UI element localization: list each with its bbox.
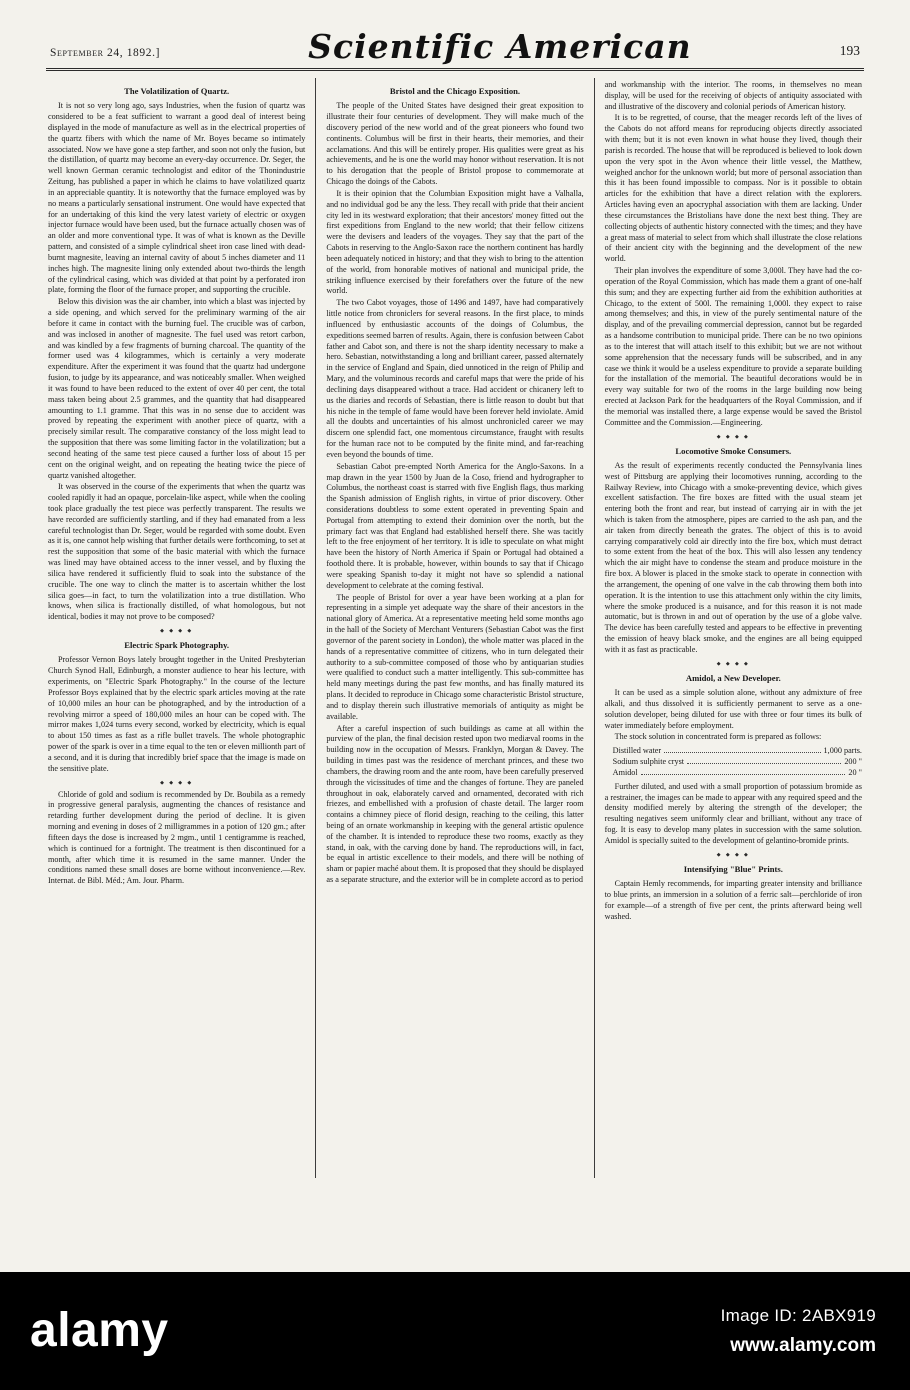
page-header <box>46 27 864 71</box>
article-paragraph: The people of the United States have designed their great exposition to illustrate their four centuries of development. They will make much of the discovery period of the new world and of the great pioneers who found two continents. Columbus will be first in their hearts, their memories, and their acclamations. And this will be entirely proper. His qualities were great as his achievements, and he is one the world may honor without reservation. It is not to his derogation that the people of Bristol propose to commemorate at Chicago the doings of the Cabots. <box>326 101 584 187</box>
recipe-row <box>613 768 862 779</box>
article-paragraph: It was observed in the course of the experiments that when the quartz was cooled rapidly it had an opaque, porcelain-like aspect, while when the cooling took place gradually the test piece was perfectly transparent. The results we have recorded are sufficiently startling, and if they had emanated from a less careful technologist than Dr. Seger, would be regarded with some doubt. Even as it is, one cannot help wishing that further details were forthcoming, to set at rest the supposition that some of the basic material with which the furnace was lined may have obtained access to the inner vessel, and by fluxing the silica have rendered it sufficiently fluid to soak into the substance of the crucible. The one way to clinch the matter is to ascertain whither the lost silica goes—in fact, to turn the volatilization into a true distillation. Who knows, when silica is fractionally distilled, of what homologous, but not identical, bodies it may not prove to be composed? <box>48 482 306 622</box>
recipe-row <box>613 746 862 757</box>
ornament-divider-icon <box>605 853 862 858</box>
dotted-leader <box>687 763 841 764</box>
image-id-label: Image ID: 2ABX919 <box>720 1305 876 1325</box>
article-paragraph: The stock solution in concentrated form is prepared as follows: <box>614 732 822 742</box>
column-3 <box>594 78 864 1178</box>
article-paragraph: Professor Vernon Boys lately brought together in the United Presbyterian Church Synod Hall, Edinburgh, a monster audience to hear his lecture, with experiments, on "Electric Spark Photography." In the course of the lecture Professor Boys explained that by the electric spark articles moving at the rate of 10,000 miles an hour can be photographed, and by the introduction of a revolving mirror a speed of 180,000 miles an hour can be coped with. The mirror makes 1,024 turns every second, worked by electricity, which is equal to about 150 times as fast as a rifle bullet travels. The whole photographic power of the spark is over in a time equal to the ten or eleven millionth part of a second, and it is during that incredibly brief space that the image is made on the sensitive plate. <box>48 655 306 773</box>
article-paragraph: After a careful inspection of such buildings as came at all within the purview of the plan, the final decision rested upon two mediæval rooms in the building now in the occupation of Messrs. Franklyn, Morgan & Davey. The building in times past was the residence of merchant princes, and these two chambers, the drawing room and the ante room, have been carefully preserved through the vicissitudes of time and the changes of fortune. They are paneled throughout in oak, elaborately carved and ornamented, decorated with rich friezes, and embellished with a profusion of chaste detail. The larger room contains a chimney piece of florid design, reaching to the ceiling, this latter being of an ornate workmanship in keeping with the general artistic opulence of the chamber. It is intended to reproduce these two rooms, exactly as they stand, in oak, with the carving done by hand. The reproductions will, in fact, be equal in artistic excellence to their models, and there will be nothing of sham or papier maché about them. It is proposed that they should be displayed as a separate structure, and the exterior will be in complete accord as to period <box>326 723 584 885</box>
article-paragraph-continuation: and workmanship with the interior. The rooms, in themselves no mean display, will be used for the receiving of objects of antiquity associated with and illustrative of the discovery and colonial periods of American history. <box>604 80 862 111</box>
recipe-amount: 20 " <box>848 767 862 777</box>
article-paragraph: It is not so very long ago, says Industries, when the fusion of quartz was considered to be a feat sufficient to warrant a good deal of interest being displayed in the mode of manufacture as well as in the electrical properties of the quartz fibers with which the name of Mr. Boyes became so intimately associated. Now we have gone a step farther, and soon not only the fusion, but the distillation, of quartz may become an every-day occurrence. Dr. Seger, the well known German ceramic technologist and editor of the Thonindustrie Zeitung, has published a paper in which he claims to have volatilized quartz in an appreciable quantity. It is noteworthy that the furnace employed was by no means a particularly sensational instrument. One would have expected that for an undertaking of this kind the very latest variety of electric or oxygen injector furnace would have been used, but the furnace actually chosen was of an older and more conventional type. It was of what is known as the Deville pattern, and consisted of a simple cylindrical sheet iron case lined with dead-burnt magnesite, leaving an internal cavity of about 5 inches diameter and 11 inches high. The magnesite lining only extended about two-thirds the length of the cylindrical casing, which was divided at that point by a perforated iron plate, forming the floor of the furnace proper, and supporting the crucible. <box>48 101 306 295</box>
article-paragraph: The two Cabot voyages, those of 1496 and 1497, have had comparatively little notice from chroniclers for several reasons. In the first place, to minds influenced by enthusiastic accounts of the doings of Columbus, the expeditions seemed barren of results. Again, there is confusion between Cabot father and Cabot son, and there is not the sharp identity necessary to make a hero. Sebastian, notwithstanding a long and brilliant career, passed alternately in the service of England and Spain, died unnoticed in the reign of Philip and Mary, and the voluminous records and careful maps that were the pride of his declining days disappeared without a trace. Had accident or chicanery left to us the diaries and records of Sebastian, there is little reason to doubt but that his niche in the temple of fame would have been forever held inviolate. Amid all the doubts and uncertainties of his almost unchronicled career we may discern one splendid fact, one momentous circumstance, fraught with results for the human race not to be computed by the finite mind, and far-reaching even beyond the bounds of time. <box>326 298 584 459</box>
article-title-amidol: Amidol, a New Developer. <box>685 672 781 683</box>
page-number: 193 <box>839 43 860 58</box>
article-paragraph: It can be used as a simple solution alone, without any admixture of free alkali, and thus dissolved it is sufficiently permanent to serve as a one-solution developer, being diluted for use with three or four times its bulk of water immediately before employment. <box>604 688 862 730</box>
alamy-footer-bar <box>0 1272 910 1390</box>
article-paragraph: Further diluted, and used with a small proportion of potassium bromide as a restrainer, the images can be made to appear with any required speed and the density modified merely by altering the strength of the developer; the resulting negatives seem uniformly clear and brilliant, without any trace of fog. It is easy to develop many plates in succession with the same solution. Amidol is specially suited to the development of gelantino-bromide prints. <box>604 781 862 845</box>
recipe-amount: 1,000 parts. <box>823 746 862 756</box>
amidol-recipe-table <box>613 746 862 778</box>
recipe-row <box>613 757 862 768</box>
dotted-leader <box>641 774 846 775</box>
recipe-ingredient: Amidol <box>612 767 638 777</box>
article-paragraph: It is to be regretted, of course, that the meager records left of the lives of the Cabots do not afford means for reproducing objects directly associated with them; but it is not even known in what house they lived, though their parish is recorded. The house that will be reproduced is believed to look down upon the very spot in the Avon whence their little vessel, the Matthew, weighed anchor for the unknown world; but more of personal association than this it has been found impossible to compass. Nor is it possible to obtain articles for the exhibition that have a direct relation with the explorers. Articles having even an apocryphal association with them are lacking. Under these circumstances the Bristolians have done the next best thing. They are collecting objects of authentic history connected with the times; and they have a great mass of material to select from which shall illustrate the close relations of their ancient city with the beginning and the development of the new world. <box>604 113 862 264</box>
recipe-amount: 200 " <box>844 757 862 767</box>
article-title-quartz: The Volatilization of Quartz. <box>124 86 230 96</box>
article-paragraph: Sebastian Cabot pre-empted North America for the Anglo-Saxons. In a map drawn in the year 1500 by Juan de la Coso, friend and hydrographer to Columbus, the northeast coast is starred with five English flags, thus marking the Spanish admission of English rights, in virtue of prior discovery. Other considerations doubtless to some extent operated in preventing Spain and Portugal from attempting to extend their dominion over the north, but the primary fact was that England had established herself there. She was tacitly left to the free enjoyment of her territory. It is idle to speculate on what might have been the history of North America if Spain or Portugal had obtained a foothold there. It is probable, however, within bounds to say that if Chicago were speaking Spanish to-day it might not have so splendid a national development to celebrate at the coming festival. <box>326 461 584 590</box>
article-paragraph: As the result of experiments recently conducted the Pennsylvania lines west of Pittsburg are applying their locomotives running, according to the Railway Review, into Chicago with a smoke-preventing device, which gives excellent satisfaction. The fire boxes are fitted with the usual steam jet entering both the front and rear, but instead of carrying air in with the jet which is taken from the atmosphere, pipes are carried to the ash pan, and the air taken from directly beneath the grates. The object of this is to avoid carrying comparatively cold air directly into the fire box, which must detract to some extent from the heat of the box. This will also lessen any tendency which the air might have to condense the steam and produce moisture in the fire box. A blower is placed in the smoke stack to operate in connection with the arrangement, the opening of one valve in the cab throwing them both into operation. It is the intention to use this attachment only within the city limits, where the smoke produced is a nuisance, and for this reason it is not made automatic, but is thrown in and out of operation by the use of a globe valve. The device has been carefully tested and appears to be effective in preventing the emission of heavy black smoke, and the engines are all being equipped with it as fast as practicable. <box>604 460 862 654</box>
ornament-divider-icon <box>48 629 305 634</box>
column-1 <box>46 78 315 1178</box>
page-body <box>46 78 864 1178</box>
issue-date: September 24, 1892.] <box>50 47 161 59</box>
alamy-meta <box>721 1306 876 1357</box>
recipe-ingredient: Distilled water <box>612 746 662 756</box>
ornament-divider-icon <box>605 435 862 440</box>
article-title-blue-prints: Intensifying "Blue" Prints. <box>683 863 783 874</box>
alamy-url: www.alamy.com <box>730 1334 876 1356</box>
article-paragraph: Captain Hemly recommends, for imparting greater intensity and brilliance to blue prints, an immersion in a solution of a ferric salt—perchloride of iron for example—of a strength of five per cent, the prints afterward being well washed. <box>604 879 862 921</box>
alamy-logo: alamy <box>30 1304 169 1357</box>
article-title-bristol: Bristol and the Chicago Exposition. <box>389 86 521 96</box>
recipe-ingredient: Sodium sulphite cryst <box>612 757 685 767</box>
masthead-title: Scientific American <box>308 27 692 66</box>
article-title-spark: Electric Spark Photography. <box>124 640 230 651</box>
article-paragraph: It is their opinion that the Columbian Exposition might have a Valhalla, and no individual god be any the less. They recall with pride that their ancient city led in its westward exploration; that their ancestors' money fitted out the first expeditions from England to the new world; that their fellow citizens were the devisers and leaders of the voyages. They say that the part of the Cabots in reserving to the Anglo-Saxon race the northern continent has hardly been adequately noticed in history; and that they wish to bring to the attention of the world, from honorable motives of national and municipal pride, the striking influence exercised by their forefathers over the future of the new world. <box>326 188 584 296</box>
ornament-divider-icon <box>605 662 862 667</box>
column-2 <box>315 78 593 1178</box>
ornament-divider-icon <box>48 781 305 786</box>
dotted-leader <box>664 752 820 753</box>
article-paragraph: Their plan involves the expenditure of some 3,000l. They have had the co-operation of the Royal Commission, which has made them a grant of one-half this sum; and they are expecting further aid from the exhibition authorities at Chicago, to the extent of 500l. The remaining 1,000l. they expect to raise among themselves; and this, in view of the purely sentimental nature of the display, and of the prevailing commercial depression, cannot but be regarded as a handsome contribution to municipal pride. There can be no two opinions as to the interest that will attach itself to this exhibit; but we are not without some apprehension that the necessary funds will be subscribed, and in any case we think it would be a useless expenditure to provide a separate building for the installation of the memorial. The beautiful decorations would be in every way suitable for two of the rooms in the large building now being erected at Jackson Park for the headquarters of the Royal Commission, and if the memorial was installed there, a large expense would be saved the Bristol Committee and the Commission.—Engineering. <box>604 266 862 427</box>
article-paragraph: Below this division was the air chamber, into which a blast was injected by a side opening, and which served for the preliminary warming of the air before it came in contact with the burning fuel. The crucible was of carbon, and was inclosed in another of magnesite. The fuel used was retort carbon, and was kindled by a few fragments of burning charcoal. The quantity of the former used was 4 kilogrammes, which is certainly a very moderate expenditure. After the experiment it was found that the quartz had undergone fusion, to judge by its appearance, and was noticeably smaller. When weighed it was found to have been reduced to the extent of over 40 per cent, the total mass taken being about 2.5 grammes, and the quantity that had disappeared amounting to 1.1 gramme. That this was in no sense due to accident was proved by repeating the experiment with another piece of quartz, with a precisely similar result. The comparative constancy of the loss might lead to the supposition that there was some limiting factor in the volatilization; but a second heating of the same test piece caused a further loss of about 15 per cent on the original weight, and on repeating the heating twice the piece of quartz vanished altogether. <box>48 297 306 480</box>
article-title-locomotive: Locomotive Smoke Consumers. <box>675 445 792 456</box>
article-paragraph: Chloride of gold and sodium is recommended by Dr. Boubila as a remedy in progressive general paralysis, augmenting the chances of resistance and retarding further development during the period of decline. It is given morning and evening in doses of 2 milligrammes in a potion of 120 gm.; after fifteen days the dose is increased by 2 mgm., until 1 centigramme is reached, which is continued for a fortnight. The treatment is then discontinued for a month, after which time it is resumed in the same manner. Under the conditions named these small doses are borne without inconvenience.—Rev. Internat. de Bibl. Méd.; Am. Jour. Pharm. <box>48 789 306 886</box>
article-paragraph: The people of Bristol for over a year have been working at a plan for representing in a simple yet adequate way the share of their ancestors in the national glory of America. At a representative meeting held some months ago in the hall of the Society of Merchant Venturers (Sebastian Cabot was the first governor of the parent society in London), the whole matter was placed in the hands of a representative committee of citizens, who in turn delegated their authority to a sub-committee composed of those who by antiquarian studies were qualified to conduct such a matter intelligently. This sub-committee has held many meetings during the past few months, and has finally matured its plans. It decided to reproduce in Chicago some characteristic Bristol structure, and to display therein such illustrative memorials of antiquity as might be available. <box>326 592 584 721</box>
